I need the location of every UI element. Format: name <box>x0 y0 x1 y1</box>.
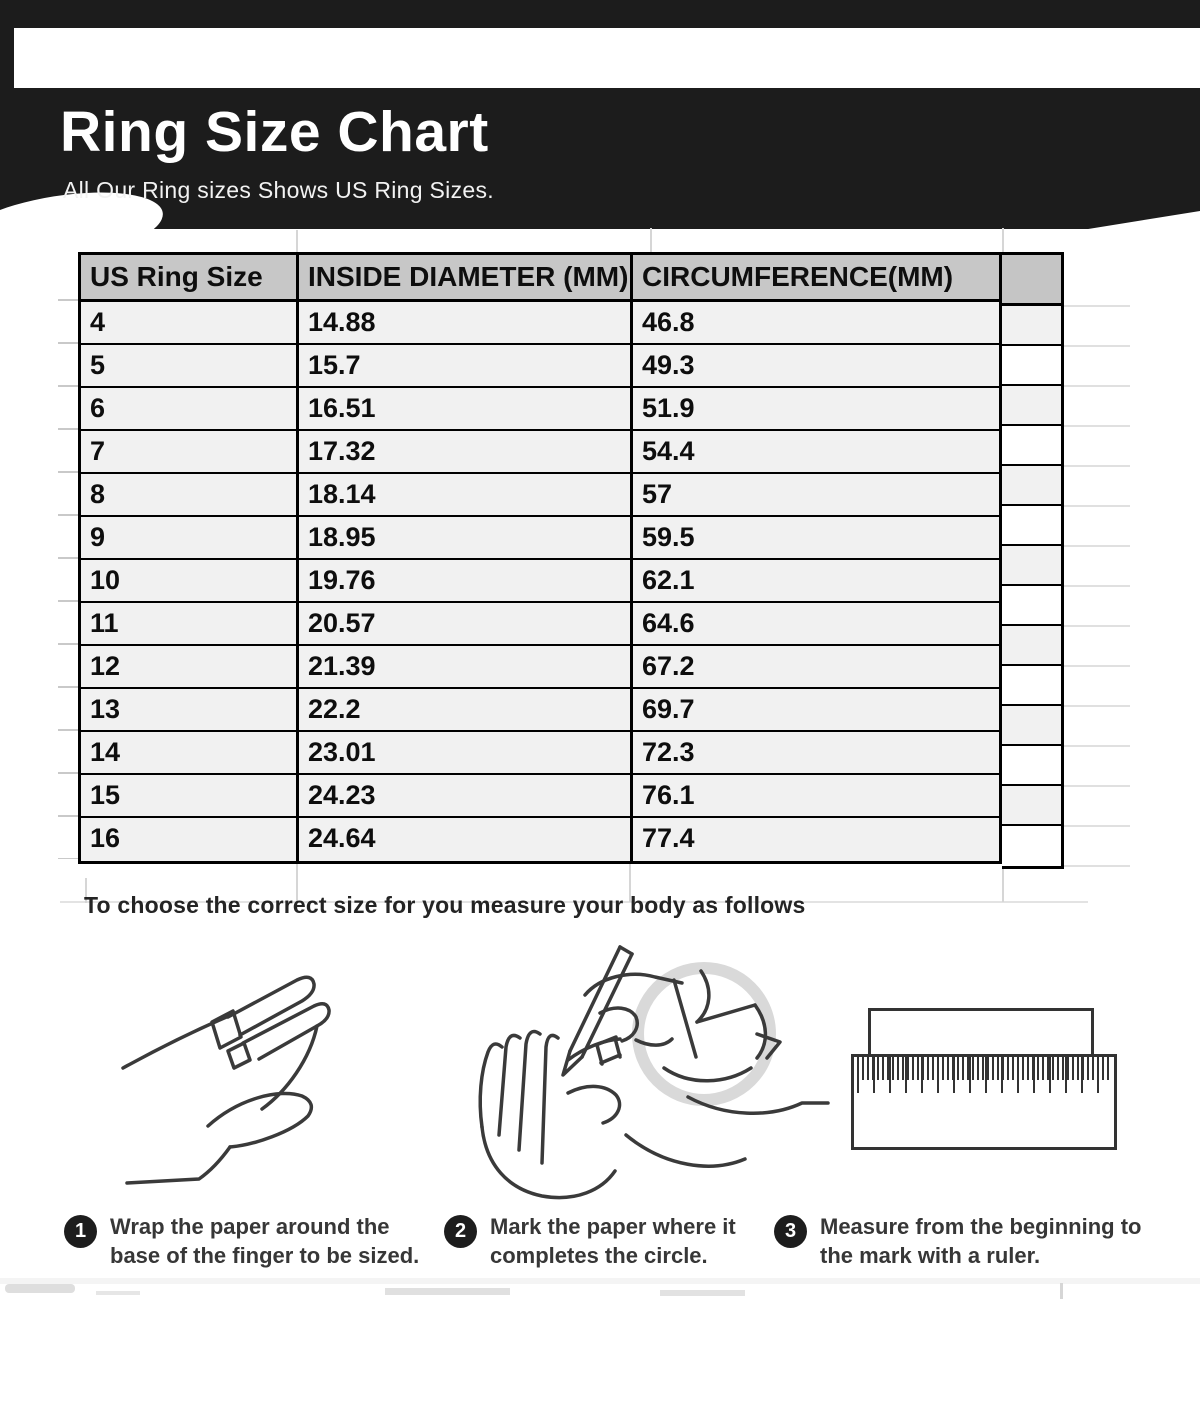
cell-inside-diameter: 24.64 <box>299 818 633 861</box>
empty-cell <box>1002 786 1061 826</box>
cell-us-size: 10 <box>81 560 299 601</box>
table-row <box>81 560 999 603</box>
table-row <box>81 388 999 431</box>
gridline-stub <box>650 228 652 252</box>
step-1-line-2: base of the finger to be sized. <box>110 1243 420 1268</box>
empty-cell <box>1002 666 1061 706</box>
empty-cell <box>1002 826 1061 866</box>
faded-mark <box>385 1288 510 1295</box>
cell-inside-diameter: 22.2 <box>299 689 633 730</box>
faded-mark <box>5 1284 75 1293</box>
empty-cell <box>1002 586 1061 626</box>
empty-cell <box>1002 386 1061 426</box>
ruler-body <box>851 1054 1117 1150</box>
faded-mark <box>96 1291 140 1295</box>
step-2 <box>444 1212 784 1270</box>
step-1-text <box>110 1212 419 1270</box>
cell-us-size: 5 <box>81 345 299 386</box>
cell-inside-diameter: 18.95 <box>299 517 633 558</box>
cell-us-size: 12 <box>81 646 299 687</box>
step-3-badge: 3 <box>774 1215 807 1248</box>
table-row <box>81 345 999 388</box>
cell-circumference: 76.1 <box>642 780 695 810</box>
cell-circumference: 54.4 <box>642 436 695 466</box>
cell-inside-diameter: 18.14 <box>299 474 633 515</box>
table-row <box>81 732 999 775</box>
cell-inside-diameter: 16.51 <box>299 388 633 429</box>
step-3-line-1: Measure from the beginning to <box>820 1214 1142 1239</box>
empty-header-cell <box>1002 255 1061 306</box>
step-2-line-2: completes the circle. <box>490 1243 708 1268</box>
column-header-inside-diameter: INSIDE DIAMETER (MM) <box>299 255 633 299</box>
faded-mark <box>660 1290 745 1296</box>
step-1-line-1: Wrap the paper around the <box>110 1214 390 1239</box>
empty-cell <box>1002 626 1061 666</box>
cell-inside-diameter: 17.32 <box>299 431 633 472</box>
hand-illustration-svg <box>115 960 365 1200</box>
cell-circumference: 49.3 <box>642 350 695 380</box>
cell-inside-diameter: 21.39 <box>299 646 633 687</box>
step-1 <box>64 1212 456 1270</box>
step-1-badge: 1 <box>64 1215 97 1248</box>
table-row <box>81 646 999 689</box>
table-row <box>81 818 999 861</box>
cell-circumference: 51.9 <box>642 393 695 423</box>
table-row <box>81 431 999 474</box>
step-2-line-1: Mark the paper where it <box>490 1214 736 1239</box>
cell-us-size: 6 <box>81 388 299 429</box>
empty-cell <box>1002 506 1061 546</box>
cell-us-size: 15 <box>81 775 299 816</box>
cell-circumference: 72.3 <box>642 737 695 767</box>
cell-circumference: 62.1 <box>642 565 695 595</box>
empty-cell <box>1002 426 1061 466</box>
paper-strip <box>868 1008 1094 1060</box>
table-row <box>81 603 999 646</box>
cell-us-size: 14 <box>81 732 299 773</box>
step-3 <box>774 1212 1176 1270</box>
cell-inside-diameter: 23.01 <box>299 732 633 773</box>
column-header-circumference: CIRCUMFERENCE(MM) <box>642 261 954 292</box>
cell-inside-diameter: 14.88 <box>299 302 633 343</box>
faded-mark <box>1060 1283 1063 1299</box>
table-row <box>81 474 999 517</box>
pencil-marking-svg <box>450 935 850 1220</box>
cell-circumference: 64.6 <box>642 608 695 638</box>
empty-spreadsheet-column <box>1002 252 1064 869</box>
table-row <box>81 517 999 560</box>
cell-us-size: 9 <box>81 517 299 558</box>
gridline-stub <box>296 230 298 252</box>
empty-cell <box>1002 546 1061 586</box>
measure-instruction-heading: To choose the correct size for you measure your body as follows <box>84 892 806 918</box>
table-row <box>81 775 999 818</box>
empty-cell <box>1002 746 1061 786</box>
table-row <box>81 689 999 732</box>
cell-us-size: 13 <box>81 689 299 730</box>
empty-cell <box>1002 306 1061 346</box>
cell-inside-diameter: 15.7 <box>299 345 633 386</box>
faded-strip <box>0 1278 1200 1284</box>
empty-cell <box>1002 706 1061 746</box>
cell-us-size: 11 <box>81 603 299 644</box>
cell-inside-diameter: 20.57 <box>299 603 633 644</box>
empty-cell <box>1002 346 1061 386</box>
hand-with-paper-strip-illustration <box>115 960 365 1200</box>
cell-us-size: 7 <box>81 431 299 472</box>
page-subtitle: All Our Ring sizes Shows US Ring Sizes. <box>63 177 494 203</box>
step-3-line-2: the mark with a ruler. <box>820 1243 1041 1268</box>
cell-circumference: 46.8 <box>642 307 695 337</box>
step-3-text <box>820 1212 1141 1270</box>
empty-cell <box>1002 466 1061 506</box>
ring-size-table <box>78 252 1002 864</box>
cell-inside-diameter: 19.76 <box>299 560 633 601</box>
cell-circumference: 57 <box>642 479 673 509</box>
left-gridline-ticks <box>58 299 78 859</box>
column-header-us-ring-size: US Ring Size <box>81 255 299 299</box>
cell-us-size: 16 <box>81 818 299 861</box>
gridline-stub <box>1002 228 1004 252</box>
white-band <box>14 28 1200 88</box>
cell-circumference: 59.5 <box>642 522 695 552</box>
cell-inside-diameter: 24.23 <box>299 775 633 816</box>
cell-us-size: 8 <box>81 474 299 515</box>
ruler-fine-ticks <box>857 1057 1109 1080</box>
gridline-stub <box>1002 866 1004 902</box>
cell-us-size: 4 <box>81 302 299 343</box>
page-title: Ring Size Chart <box>60 100 489 164</box>
cell-circumference: 77.4 <box>642 823 695 853</box>
hands-marking-paper-illustration <box>450 935 850 1220</box>
cell-circumference: 67.2 <box>642 651 695 681</box>
ruler-illustration <box>851 1006 1121 1156</box>
step-2-text <box>490 1212 736 1270</box>
cell-circumference: 69.7 <box>642 694 695 724</box>
table-row <box>81 302 999 345</box>
step-2-badge: 2 <box>444 1215 477 1248</box>
table-header-row <box>81 255 999 302</box>
top-black-strip <box>0 0 1200 30</box>
right-gridlines <box>1064 305 1130 877</box>
